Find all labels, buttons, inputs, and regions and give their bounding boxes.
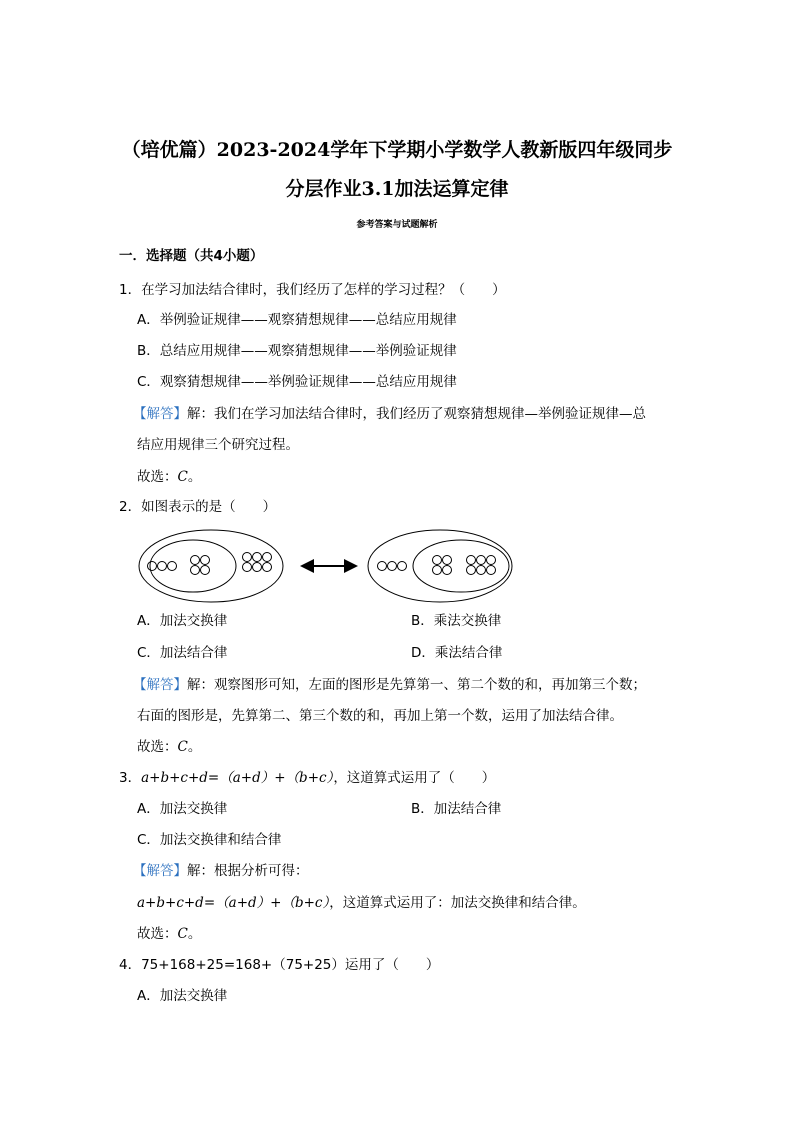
q3-stem-suffix: ，这道算式运用了（ ）: [333, 770, 496, 786]
q2-answer-text-2: 右面的图形是，先算第二、第三个数的和，再加上第一个数，运用了加法结合律。: [137, 708, 623, 724]
circle: [201, 566, 210, 575]
circle: [433, 566, 442, 575]
q3-answer-text-2: [137, 893, 586, 913]
q1-answer-text-1: 解：我们在学习加法结合律时，我们经历了观察猜想规律—举例验证规律—总: [187, 406, 646, 422]
choice-letter: C: [177, 926, 188, 942]
q1-option-c: C．观察猜想规律——举例验证规律——总结应用规律: [137, 374, 457, 390]
q2-choice: [137, 737, 201, 757]
circle: [443, 566, 452, 575]
circle: [467, 556, 476, 565]
q3-answer-suffix: ，这道算式运用了：加法交换律和结合律。: [329, 895, 586, 911]
q2-option-c: C．加法结合律: [137, 645, 228, 661]
q3-choice: [137, 924, 201, 944]
q4-stem: 4．75+168+25=168+（75+25）运用了（ ）: [119, 957, 440, 973]
answer-tag: 【解答】: [133, 677, 187, 693]
circle: [263, 563, 272, 572]
right-inner-ellipse: [413, 540, 509, 592]
circle: [168, 562, 177, 571]
circle: [477, 556, 486, 565]
circle: [243, 553, 252, 562]
right-figure: [368, 530, 512, 602]
double-arrow-icon: [300, 559, 358, 573]
q3-option-b: B．加法结合律: [411, 801, 502, 817]
choice-suffix: 。: [187, 469, 202, 485]
circle: [263, 553, 272, 562]
q2-option-a: A．加法交换律: [137, 613, 228, 629]
q3-answer-expression: a+b+c+d=（a+d）+（b+c）: [137, 895, 330, 911]
choice-prefix: 故选：: [137, 469, 178, 485]
circle: [467, 566, 476, 575]
circle: [243, 563, 252, 572]
doc-title-line-2: 分层作业3.1加法运算定律: [285, 178, 509, 200]
answer-tag: 【解答】: [133, 406, 187, 422]
q2-option-b: B．乘法交换律: [411, 613, 502, 629]
doc-title-line-1: （培优篇）2023-2024学年下学期小学数学人教新版四年级同步: [121, 139, 673, 161]
circle: [487, 556, 496, 565]
circle: [443, 556, 452, 565]
circle: [158, 562, 167, 571]
q3-answer: [133, 861, 309, 881]
left-figure: [139, 530, 283, 602]
circle: [191, 556, 200, 565]
q1-option-b: B．总结应用规律——观察猜想规律——举例验证规律: [137, 343, 457, 359]
q4-option-a: A．加法交换律: [137, 988, 228, 1004]
q3-stem: [119, 768, 495, 788]
set-diagram: [134, 528, 666, 608]
q3-number: 3．: [119, 770, 142, 786]
q1-answer: [133, 404, 646, 424]
q3-option-c: C．加法交换律和结合律: [137, 832, 282, 848]
q1-choice: [137, 467, 201, 487]
q1-option-a: A．举例验证规律——观察猜想规律——总结应用规律: [137, 312, 457, 328]
circle: [398, 562, 407, 571]
q2-answer-text-1: 解：观察图形可知，左面的图形是先算第一、第二个数的和，再加第三个数；: [187, 677, 646, 693]
choice-letter: C: [177, 739, 188, 755]
circle: [388, 562, 397, 571]
q3-expression: a+b+c+d=（a+d）+（b+c）: [141, 770, 334, 786]
q2-answer: [133, 675, 646, 695]
q1-answer-text-2: 结应用规律三个研究过程。: [137, 437, 299, 453]
circle: [433, 556, 442, 565]
q2-option-d: D．乘法结合律: [411, 645, 503, 661]
circle: [378, 562, 387, 571]
q3-option-a: A．加法交换律: [137, 801, 228, 817]
q2-stem: 2．如图表示的是（ ）: [119, 499, 277, 515]
circle: [253, 563, 262, 572]
circle: [253, 553, 262, 562]
circle: [148, 562, 157, 571]
section-heading: 一．选择题（共4小题）: [119, 248, 264, 264]
q1-stem: 1．在学习加法结合律时，我们经历了怎样的学习过程？（ ）: [119, 282, 506, 298]
doc-subtitle: 参考答案与试题解析: [356, 220, 438, 230]
choice-letter: C: [177, 469, 188, 485]
choice-prefix: 故选：: [137, 926, 178, 942]
choice-suffix: 。: [187, 739, 202, 755]
choice-prefix: 故选：: [137, 739, 178, 755]
choice-suffix: 。: [187, 926, 202, 942]
circle: [477, 566, 486, 575]
circle: [201, 556, 210, 565]
circle: [191, 566, 200, 575]
circle: [487, 566, 496, 575]
q3-answer-text-1: 解：根据分析可得：: [187, 863, 309, 879]
answer-tag: 【解答】: [133, 863, 187, 879]
